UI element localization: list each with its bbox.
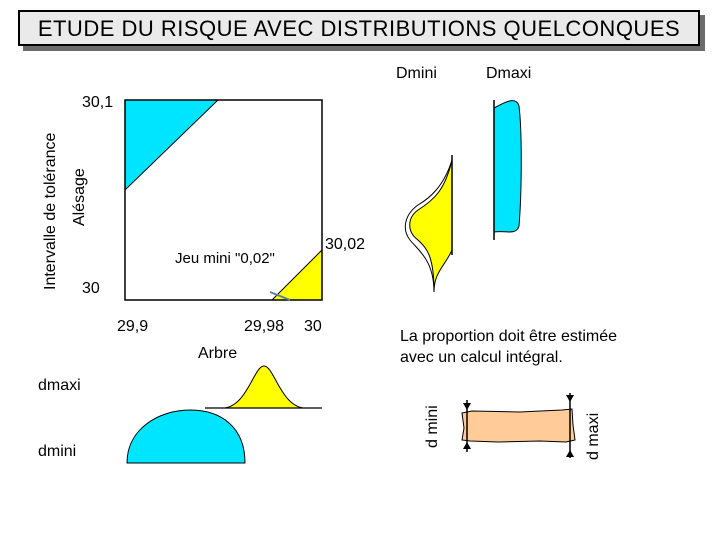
yellow-corner-region [272, 250, 322, 300]
value-30-02-label: 30,02 [325, 236, 366, 253]
y-tick-30: 30 [82, 280, 100, 297]
d-maxi-vertical-label: d maxi [585, 412, 602, 460]
x-tick-30: 30 [304, 318, 322, 335]
dmaxi-column-label: Dmaxi [486, 65, 532, 82]
d-maxi-arrow-head-top [566, 395, 574, 402]
dmini-label: dmini [38, 443, 77, 460]
jeu-mini-label: Jeu mini "0,02" [175, 250, 275, 267]
dmini-distribution-curve [410, 160, 452, 292]
x-tick-29-9: 29,9 [117, 318, 149, 335]
y-tick-30-1: 30,1 [82, 94, 114, 111]
d-mini-arrow-head-top [463, 403, 471, 410]
dmini-column-label: Dmini [396, 65, 437, 82]
dmaxi-distribution-curve [494, 101, 521, 232]
d-maxi-arrow-head-bottom [566, 450, 574, 457]
dmaxi-distribution-bell [205, 366, 322, 408]
note-line-1: La proportion doit être estimée [400, 328, 618, 345]
note-line-2: avec un calcul intégral. [400, 349, 563, 366]
dmaxi-label: dmaxi [38, 377, 81, 394]
d-mini-vertical-label: d mini [424, 405, 441, 448]
page-title: ETUDE DU RISQUE AVEC DISTRIBUTIONS QUELCONQUES [37, 16, 681, 41]
dmini-distribution-dome [127, 410, 245, 463]
d-mini-arrow-head-bottom [463, 442, 471, 449]
x-axis-label: Arbre [198, 345, 238, 362]
x-tick-29-98: 29,98 [244, 318, 285, 335]
y-axis-outer-label: Intervalle de tolérance [42, 132, 59, 290]
cyan-corner-region [125, 100, 218, 190]
peach-part-shape [462, 409, 575, 442]
y-axis-inner-label: Alésage [71, 168, 88, 226]
